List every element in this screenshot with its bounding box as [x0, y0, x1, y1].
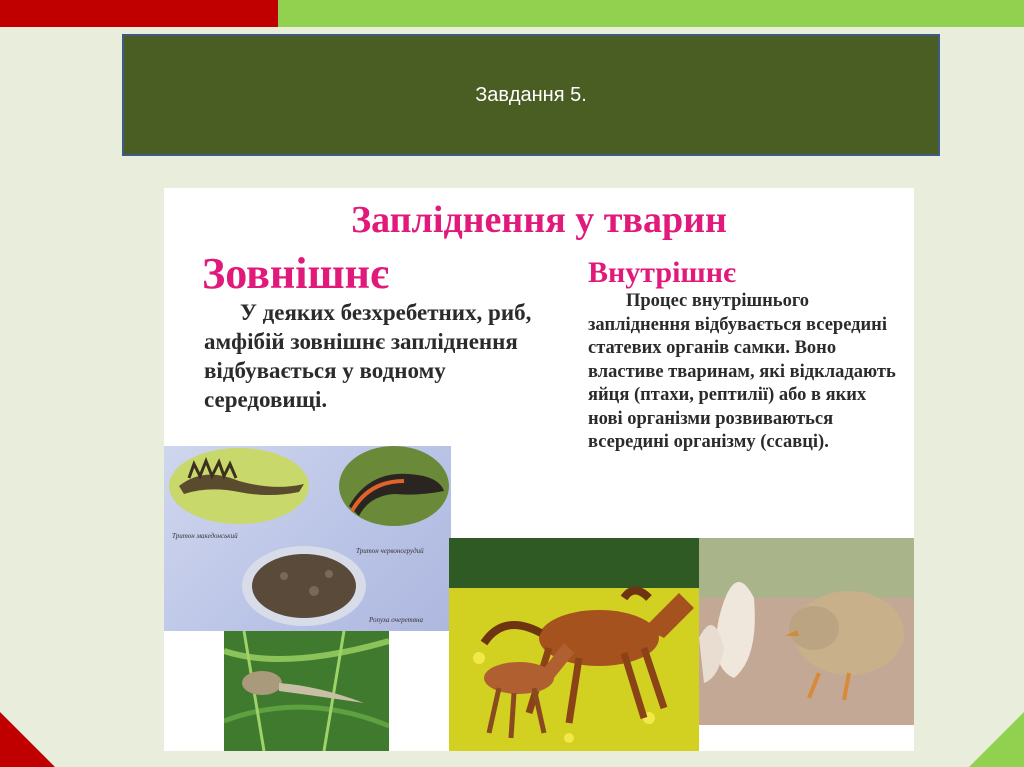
horses-photo [449, 538, 699, 751]
poster-heading: Запліднення у тварин [351, 199, 727, 241]
corner-triangle-red [0, 712, 55, 767]
fertilization-poster-image [164, 188, 914, 751]
top-bar-red [0, 0, 278, 27]
internal-title: Внутрішнє [588, 256, 736, 289]
caption-newt-1: Тритон македонський [172, 532, 238, 540]
amphibians-photo [164, 446, 451, 631]
corner-triangle-green [969, 712, 1024, 767]
tadpole-photo [224, 631, 389, 751]
external-text: У деяких безхребетних, риб, амфібій зовнішнє запліднення відбувається у водному середовищі. [204, 300, 532, 412]
caption-toad: Ропуха очеретяна [369, 616, 423, 624]
slide-title: Завдання 5. [475, 83, 587, 106]
chicks-photo [699, 538, 914, 725]
slide-title-box [122, 34, 940, 156]
caption-newt-2: Тритон червоногрудий [356, 547, 424, 555]
external-title: Зовнішнє [202, 249, 389, 298]
top-bar-green [278, 0, 1024, 27]
internal-text: Процес внутрішнього запліднення відбувається всередині статевих органів самки. Воно властиве тваринам, які відкладають яйця (птахи, рептилії) або в яких нові організми розвиваються всередині організму (ссавці). [588, 291, 896, 452]
